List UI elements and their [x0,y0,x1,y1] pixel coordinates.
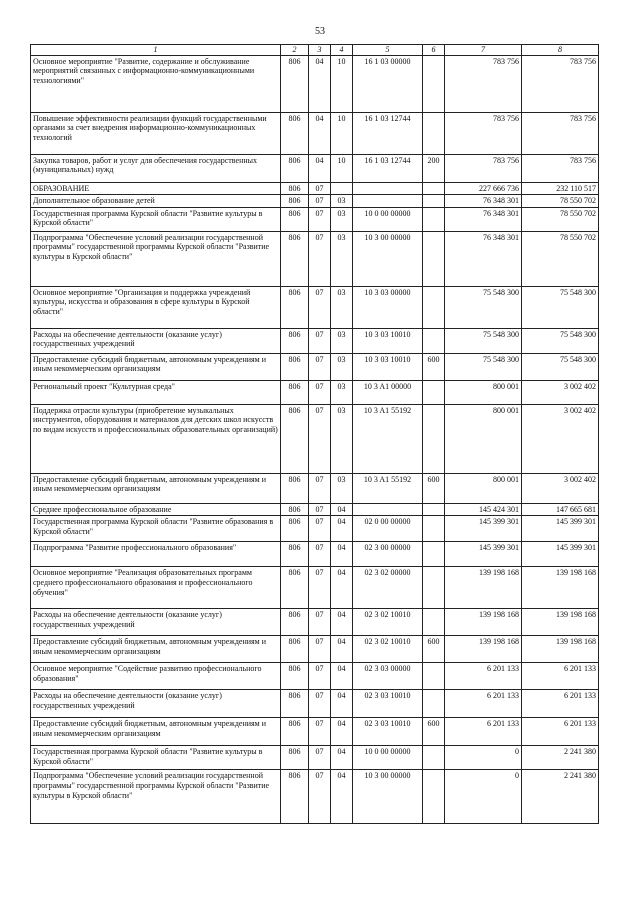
expense-type-cell [423,690,445,718]
table-row [31,207,599,231]
amount-year1-cell: 6 201 133 [445,690,522,718]
expense-type-cell [423,663,445,690]
amount-year2-cell: 783 756 [522,154,599,182]
table-row [31,404,599,473]
column-number: 1 [31,45,281,56]
row-name-cell: Повышение эффективности реализации функций государственными органами за счет внедрения информационно-коммуникационных технологий [31,112,281,154]
target-article-cell: 02 3 02 10010 [353,609,423,636]
subsection-code-cell: 04 [331,636,353,663]
expense-type-cell [423,112,445,154]
row-name-cell: ОБРАЗОВАНИЕ [31,182,281,195]
section-code-cell: 07 [309,516,331,542]
expense-type-cell: 600 [423,473,445,503]
ministry-code-cell: 806 [281,718,309,746]
amount-year1-cell: 800 001 [445,404,522,473]
column-number: 2 [281,45,309,56]
amount-year1-cell: 783 756 [445,55,522,112]
subsection-code-cell: 04 [331,503,353,516]
subsection-code-cell: 04 [331,770,353,824]
ministry-code-cell: 806 [281,154,309,182]
ministry-code-cell: 806 [281,663,309,690]
table-row [31,609,599,636]
amount-year1-cell: 75 548 300 [445,353,522,380]
page-number: 53 [315,26,325,37]
table-row [31,690,599,718]
subsection-code-cell: 03 [331,404,353,473]
target-article-cell: 10 3 03 00000 [353,286,423,328]
subsection-code-cell: 03 [331,473,353,503]
amount-year2-cell: 145 399 301 [522,542,599,567]
subsection-code-cell: 04 [331,567,353,609]
amount-year1-cell: 6 201 133 [445,718,522,746]
expense-type-cell [423,567,445,609]
row-name-cell: Государственная программа Курской области "Развитие культуры в Курской области" [31,207,281,231]
column-number: 3 [309,45,331,56]
target-article-cell: 10 3 A1 55192 [353,404,423,473]
ministry-code-cell: 806 [281,609,309,636]
ministry-code-cell: 806 [281,195,309,208]
amount-year2-cell: 6 201 133 [522,718,599,746]
table-row [31,286,599,328]
expense-type-cell: 600 [423,636,445,663]
ministry-code-cell: 806 [281,380,309,404]
expense-type-cell [423,516,445,542]
row-name-cell: Государственная программа Курской области "Развитие культуры в Курской области" [31,746,281,770]
section-code-cell: 07 [309,567,331,609]
subsection-code-cell: 03 [331,380,353,404]
amount-year1-cell: 6 201 133 [445,663,522,690]
subsection-code-cell: 10 [331,154,353,182]
amount-year2-cell: 75 548 300 [522,328,599,353]
ministry-code-cell: 806 [281,690,309,718]
amount-year2-cell: 6 201 133 [522,663,599,690]
row-name-cell: Региональный проект "Культурная среда" [31,380,281,404]
target-article-cell [353,195,423,208]
expense-type-cell [423,182,445,195]
row-name-cell: Основное мероприятие "Содействие развитию профессионального образования" [31,663,281,690]
row-name-cell: Подпрограмма "Обеспечение условий реализации государственной программы" государственной программы Курской области "Развитие культуры в Курской области" [31,770,281,824]
ministry-code-cell: 806 [281,182,309,195]
ministry-code-cell: 806 [281,503,309,516]
subsection-code-cell: 10 [331,112,353,154]
target-article-cell: 02 3 02 10010 [353,636,423,663]
column-number: 8 [522,45,599,56]
section-code-cell: 07 [309,718,331,746]
subsection-code-cell: 03 [331,353,353,380]
section-code-cell: 04 [309,154,331,182]
row-name-cell: Предоставление субсидий бюджетным, автономным учреждениям и иным некоммерческим организациям [31,353,281,380]
row-name-cell: Поддержка отрасли культуры (приобретение музыкальных инструментов, оборудования и материалов для детских школ искусств по видам искусств и профессиональных образовательных организаций) [31,404,281,473]
amount-year2-cell: 78 550 702 [522,231,599,286]
amount-year1-cell: 800 001 [445,473,522,503]
section-code-cell: 07 [309,404,331,473]
target-article-cell: 10 3 A1 55192 [353,473,423,503]
section-code-cell: 07 [309,207,331,231]
ministry-code-cell: 806 [281,286,309,328]
table-row [31,182,599,195]
ministry-code-cell: 806 [281,55,309,112]
table-row [31,380,599,404]
section-code-cell: 07 [309,636,331,663]
subsection-code-cell: 03 [331,195,353,208]
table-row [31,542,599,567]
subsection-code-cell: 03 [331,231,353,286]
row-name-cell: Среднее профессиональное образование [31,503,281,516]
row-name-cell: Дополнительное образование детей [31,195,281,208]
ministry-code-cell: 806 [281,636,309,663]
subsection-code-cell [331,182,353,195]
ministry-code-cell: 806 [281,746,309,770]
subsection-code-cell: 04 [331,746,353,770]
amount-year2-cell: 232 110 517 [522,182,599,195]
subsection-code-cell: 10 [331,55,353,112]
target-article-cell: 16 1 03 12744 [353,112,423,154]
amount-year2-cell: 139 198 168 [522,636,599,663]
subsection-code-cell: 03 [331,328,353,353]
section-code-cell: 07 [309,473,331,503]
section-code-cell: 07 [309,609,331,636]
ministry-code-cell: 806 [281,516,309,542]
row-name-cell: Основное мероприятие "Реализация образовательных программ среднего профессионального образования и профессионального обучения" [31,567,281,609]
expense-type-cell [423,231,445,286]
amount-year2-cell: 75 548 300 [522,353,599,380]
subsection-code-cell: 03 [331,207,353,231]
amount-year2-cell: 2 241 380 [522,770,599,824]
amount-year2-cell: 6 201 133 [522,690,599,718]
target-article-cell: 16 1 03 00000 [353,55,423,112]
section-code-cell: 07 [309,231,331,286]
column-number-row [31,45,599,56]
subsection-code-cell: 04 [331,718,353,746]
column-number: 7 [445,45,522,56]
expense-type-cell: 600 [423,353,445,380]
column-number: 5 [353,45,423,56]
amount-year2-cell: 75 548 300 [522,286,599,328]
target-article-cell: 10 3 03 10010 [353,328,423,353]
section-code-cell: 04 [309,55,331,112]
ministry-code-cell: 806 [281,231,309,286]
amount-year1-cell: 783 756 [445,154,522,182]
row-name-cell: Основное мероприятие "Организация и поддержка учреждений культуры, искусства и образования в сфере культуры в Курской области" [31,286,281,328]
section-code-cell: 07 [309,503,331,516]
section-code-cell: 07 [309,286,331,328]
amount-year1-cell: 0 [445,770,522,824]
ministry-code-cell: 806 [281,567,309,609]
table-row [31,195,599,208]
amount-year1-cell: 145 399 301 [445,542,522,567]
ministry-code-cell: 806 [281,542,309,567]
target-article-cell: 10 3 00 00000 [353,770,423,824]
amount-year2-cell: 3 002 402 [522,404,599,473]
amount-year2-cell: 78 550 702 [522,195,599,208]
table-row [31,328,599,353]
subsection-code-cell: 04 [331,609,353,636]
expense-type-cell: 600 [423,718,445,746]
amount-year1-cell: 145 424 301 [445,503,522,516]
row-name-cell: Предоставление субсидий бюджетным, автономным учреждениям и иным некоммерческим организациям [31,718,281,746]
section-code-cell: 07 [309,746,331,770]
target-article-cell: 02 3 03 00000 [353,663,423,690]
row-name-cell: Подпрограмма "Развитие профессионального образования" [31,542,281,567]
expense-type-cell [423,207,445,231]
row-name-cell: Подпрограмма "Обеспечение условий реализации государственной программы" государственной программы Курской области "Развитие культуры в Курской области" [31,231,281,286]
row-name-cell: Расходы на обеспечение деятельности (оказание услуг) государственных учреждений [31,328,281,353]
table-row [31,746,599,770]
row-name-cell: Государственная программа Курской области "Развитие образования в Курской области" [31,516,281,542]
table-row [31,231,599,286]
amount-year1-cell: 227 666 736 [445,182,522,195]
table-row [31,473,599,503]
amount-year1-cell: 76 348 301 [445,207,522,231]
section-code-cell: 07 [309,182,331,195]
section-code-cell: 07 [309,663,331,690]
expense-type-cell [423,328,445,353]
ministry-code-cell: 806 [281,207,309,231]
target-article-cell: 02 3 03 10010 [353,718,423,746]
amount-year2-cell: 145 399 301 [522,516,599,542]
ministry-code-cell: 806 [281,328,309,353]
expense-type-cell [423,542,445,567]
target-article-cell: 16 1 03 12744 [353,154,423,182]
target-article-cell: 10 3 A1 00000 [353,380,423,404]
amount-year1-cell: 783 756 [445,112,522,154]
subsection-code-cell: 04 [331,663,353,690]
ministry-code-cell: 806 [281,473,309,503]
target-article-cell: 10 0 00 00000 [353,207,423,231]
table-row [31,154,599,182]
row-name-cell: Основное мероприятие "Развитие, содержание и обслуживание мероприятий связанных с информационно-коммуникационными технологиями" [31,55,281,112]
amount-year1-cell: 0 [445,746,522,770]
table-row [31,503,599,516]
section-code-cell: 07 [309,690,331,718]
ministry-code-cell: 806 [281,404,309,473]
amount-year1-cell: 145 399 301 [445,516,522,542]
amount-year2-cell: 2 241 380 [522,746,599,770]
expense-type-cell [423,503,445,516]
target-article-cell: 02 3 03 10010 [353,690,423,718]
row-name-cell: Предоставление субсидий бюджетным, автономным учреждениям и иным некоммерческим организациям [31,473,281,503]
amount-year2-cell: 3 002 402 [522,473,599,503]
ministry-code-cell: 806 [281,770,309,824]
section-code-cell: 07 [309,542,331,567]
amount-year2-cell: 3 002 402 [522,380,599,404]
section-code-cell: 07 [309,328,331,353]
table-body [31,55,599,824]
section-code-cell: 07 [309,770,331,824]
target-article-cell: 02 0 00 00000 [353,516,423,542]
table-row [31,516,599,542]
table-row [31,770,599,824]
expense-type-cell [423,770,445,824]
row-name-cell: Расходы на обеспечение деятельности (оказание услуг) государственных учреждений [31,690,281,718]
table-row [31,353,599,380]
expense-type-cell [423,286,445,328]
section-code-cell: 04 [309,112,331,154]
subsection-code-cell: 04 [331,542,353,567]
table-row [31,112,599,154]
row-name-cell: Предоставление субсидий бюджетным, автономным учреждениям и иным некоммерческим организациям [31,636,281,663]
expense-type-cell: 200 [423,154,445,182]
amount-year1-cell: 75 548 300 [445,286,522,328]
amount-year2-cell: 783 756 [522,55,599,112]
expense-type-cell [423,404,445,473]
expense-type-cell [423,195,445,208]
amount-year1-cell: 75 548 300 [445,328,522,353]
subsection-code-cell: 03 [331,286,353,328]
section-code-cell: 07 [309,195,331,208]
amount-year2-cell: 139 198 168 [522,609,599,636]
target-article-cell [353,182,423,195]
amount-year2-cell: 147 665 681 [522,503,599,516]
target-article-cell: 10 3 00 00000 [353,231,423,286]
row-name-cell: Закупка товаров, работ и услуг для обеспечения государственных (муниципальных) нужд [31,154,281,182]
table-row [31,718,599,746]
amount-year2-cell: 78 550 702 [522,207,599,231]
column-number: 6 [423,45,445,56]
amount-year1-cell: 139 198 168 [445,609,522,636]
section-code-cell: 07 [309,353,331,380]
row-name-cell: Расходы на обеспечение деятельности (оказание услуг) государственных учреждений [31,609,281,636]
subsection-code-cell: 04 [331,516,353,542]
target-article-cell: 02 3 00 00000 [353,542,423,567]
section-code-cell: 07 [309,380,331,404]
budget-table [30,44,599,824]
expense-type-cell [423,55,445,112]
column-number: 4 [331,45,353,56]
target-article-cell: 02 3 02 00000 [353,567,423,609]
amount-year1-cell: 76 348 301 [445,195,522,208]
expense-type-cell [423,380,445,404]
amount-year2-cell: 139 198 168 [522,567,599,609]
amount-year2-cell: 783 756 [522,112,599,154]
table-row [31,55,599,112]
ministry-code-cell: 806 [281,112,309,154]
target-article-cell: 10 0 00 00000 [353,746,423,770]
expense-type-cell [423,609,445,636]
amount-year1-cell: 139 198 168 [445,636,522,663]
target-article-cell: 10 3 03 10010 [353,353,423,380]
amount-year1-cell: 139 198 168 [445,567,522,609]
table-row [31,567,599,609]
table-row [31,636,599,663]
table-row [31,663,599,690]
target-article-cell [353,503,423,516]
ministry-code-cell: 806 [281,353,309,380]
expense-type-cell [423,746,445,770]
subsection-code-cell: 04 [331,690,353,718]
amount-year1-cell: 800 001 [445,380,522,404]
amount-year1-cell: 76 348 301 [445,231,522,286]
